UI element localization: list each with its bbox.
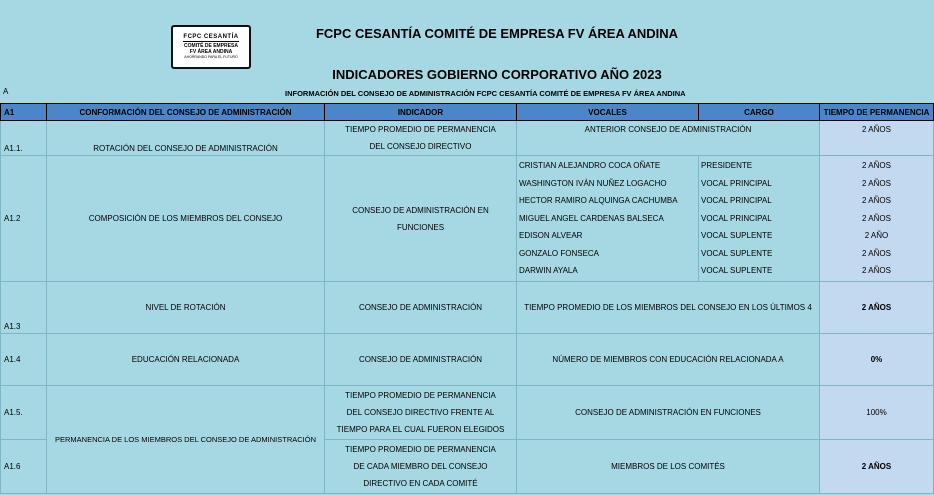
member-tiempo: 2 AÑOS: [862, 196, 891, 206]
member-tiempo: 2 AÑOS: [862, 213, 891, 223]
page-title: FCPC CESANTÍA COMITÉ DE EMPRESA FV ÁREA ANDINA: [315, 26, 679, 41]
indicador-line: DIRECTIVO EN CADA COMITÉ: [363, 479, 478, 488]
table-row: [1, 386, 934, 440]
indicador-line: DEL CONSEJO DIRECTIVO: [369, 142, 472, 151]
row-conformacion: NIVEL DE ROTACIÓN: [47, 282, 325, 334]
row-conformacion: COMPOSICIÓN DE LOS MIEMBROS DEL CONSEJO: [47, 156, 325, 282]
member-cargo: VOCAL PRINCIPAL: [701, 196, 772, 206]
row-indicador: CONSEJO DE ADMINISTRACIÓN: [325, 334, 517, 386]
member-cargo: VOCAL PRINCIPAL: [701, 178, 772, 188]
row-vocales: ANTERIOR CONSEJO DE ADMINISTRACIÓN: [517, 121, 820, 156]
row-code: A1.3: [1, 282, 47, 334]
section-info: INFORMACIÓN DEL CONSEJO DE ADMINISTRACIÓN FCPC CESANTÍA COMITÉ DE EMPRESA FV ÁREA ANDINA: [285, 89, 686, 98]
section-marker: A: [3, 87, 9, 96]
header-vocales: VOCALES: [517, 104, 699, 121]
row-code: A1.1.: [1, 121, 47, 156]
row-conformacion: EDUCACIÓN RELACIONADA: [47, 334, 325, 386]
header-indicador: INDICADOR: [325, 104, 517, 121]
governance-table: [0, 103, 934, 494]
row-tiempo: 2 AÑOS: [820, 440, 934, 494]
table-row: [1, 121, 934, 156]
indicador-line: DE CADA MIEMBRO DEL CONSEJO: [353, 462, 488, 471]
logo-line-1: FCPC CESANTÍA: [183, 34, 239, 40]
member-tiempo: 2 AÑOS: [862, 178, 891, 188]
row-tiempo: 2 AÑOS: [820, 282, 934, 334]
row-vocales: CONSEJO DE ADMINISTRACIÓN EN FUNCIONES: [517, 386, 820, 440]
row-vocales: MIEMBROS DE LOS COMITÉS: [517, 440, 820, 494]
row-code: A1.4: [1, 334, 47, 386]
indicador-line: TIEMPO PROMEDIO DE PERMANENCIA: [345, 391, 496, 400]
table-row: [1, 156, 934, 282]
member-name: HECTOR RAMIRO ALQUINGA CACHUMBA: [519, 196, 678, 206]
header-cargo: CARGO: [699, 104, 820, 121]
row-indicador: [325, 156, 517, 282]
page-subtitle: INDICADORES GOBIERNO CORPORATIVO AÑO 2023: [332, 67, 662, 82]
table-row: [1, 282, 934, 334]
member-name: DARWIN AYALA: [519, 266, 578, 276]
member-cargo: VOCAL SUPLENTE: [701, 266, 773, 276]
row-indicador: [325, 440, 517, 494]
table-row: [1, 334, 934, 386]
header-code: A1: [1, 104, 47, 121]
row-conformacion: PERMANENCIA DE LOS MIEMBROS DEL CONSEJO DE ADMINISTRACIÓN: [47, 386, 325, 494]
member-tiempos: [820, 156, 934, 282]
member-name: MIGUEL ANGEL CARDENAS BALSECA: [519, 213, 664, 223]
member-tiempo: 2 AÑOS: [862, 248, 891, 258]
member-name: CRISTIAN ALEJANDRO COCA OÑATE: [519, 160, 661, 170]
row-code: A1.6: [1, 440, 47, 494]
member-name: GONZALO FONSECA: [519, 248, 600, 258]
member-cargos: [699, 156, 820, 282]
logo-line-2: COMITÉ DE EMPRESA: [184, 43, 238, 49]
row-code: A1.2: [1, 156, 47, 282]
indicador-line: TIEMPO PARA EL CUAL FUERON ELEGIDOS: [336, 425, 505, 434]
row-vocales: TIEMPO PROMEDIO DE LOS MIEMBROS DEL CONSEJO EN LOS ÚLTIMOS 4: [517, 282, 820, 334]
row-tiempo: 100%: [820, 386, 934, 440]
indicador-line: TIEMPO PROMEDIO DE PERMANENCIA: [345, 125, 496, 134]
logo-line-4: AHORRANDO PARA EL FUTURO: [184, 55, 238, 59]
member-cargo: VOCAL PRINCIPAL: [701, 213, 772, 223]
member-name: WASHINGTON IVÁN NUÑEZ LOGACHO: [519, 178, 667, 188]
row-conformacion: ROTACIÓN DEL CONSEJO DE ADMINISTRACIÓN: [47, 121, 325, 156]
row-code: A1.5.: [1, 386, 47, 440]
row-indicador: CONSEJO DE ADMINISTRACIÓN: [325, 282, 517, 334]
header-row: [1, 104, 934, 121]
indicador-line: FUNCIONES: [396, 222, 445, 232]
member-cargo: VOCAL SUPLENTE: [701, 248, 773, 258]
header-conformacion: CONFORMACIÓN DEL CONSEJO DE ADMINISTRACIÓN: [47, 104, 325, 121]
header-tiempo: TIEMPO DE PERMANENCIA: [820, 104, 934, 121]
row-indicador: [325, 121, 517, 156]
logo-line-3: FV ÁREA ANDINA: [189, 49, 233, 55]
member-tiempo: 2 AÑOS: [862, 266, 891, 276]
member-cargo: PRESIDENTE: [701, 160, 753, 170]
member-names: [517, 156, 699, 282]
member-tiempo: 2 AÑO: [864, 231, 889, 241]
member-name: EDISON ALVEAR: [519, 231, 583, 241]
member-cargo: VOCAL SUPLENTE: [701, 231, 773, 241]
row-tiempo: 0%: [820, 334, 934, 386]
member-tiempo: 2 AÑOS: [862, 160, 891, 170]
row-vocales: NÚMERO DE MIEMBROS CON EDUCACIÓN RELACIONADA A: [517, 334, 820, 386]
indicador-line: TIEMPO PROMEDIO DE PERMANENCIA: [345, 445, 496, 454]
row-tiempo: 2 AÑOS: [820, 121, 934, 156]
row-indicador: [325, 386, 517, 440]
indicador-line: DEL CONSEJO DIRECTIVO FRENTE AL: [346, 408, 495, 417]
indicador-line: CONSEJO DE ADMINISTRACIÓN EN: [352, 205, 489, 215]
